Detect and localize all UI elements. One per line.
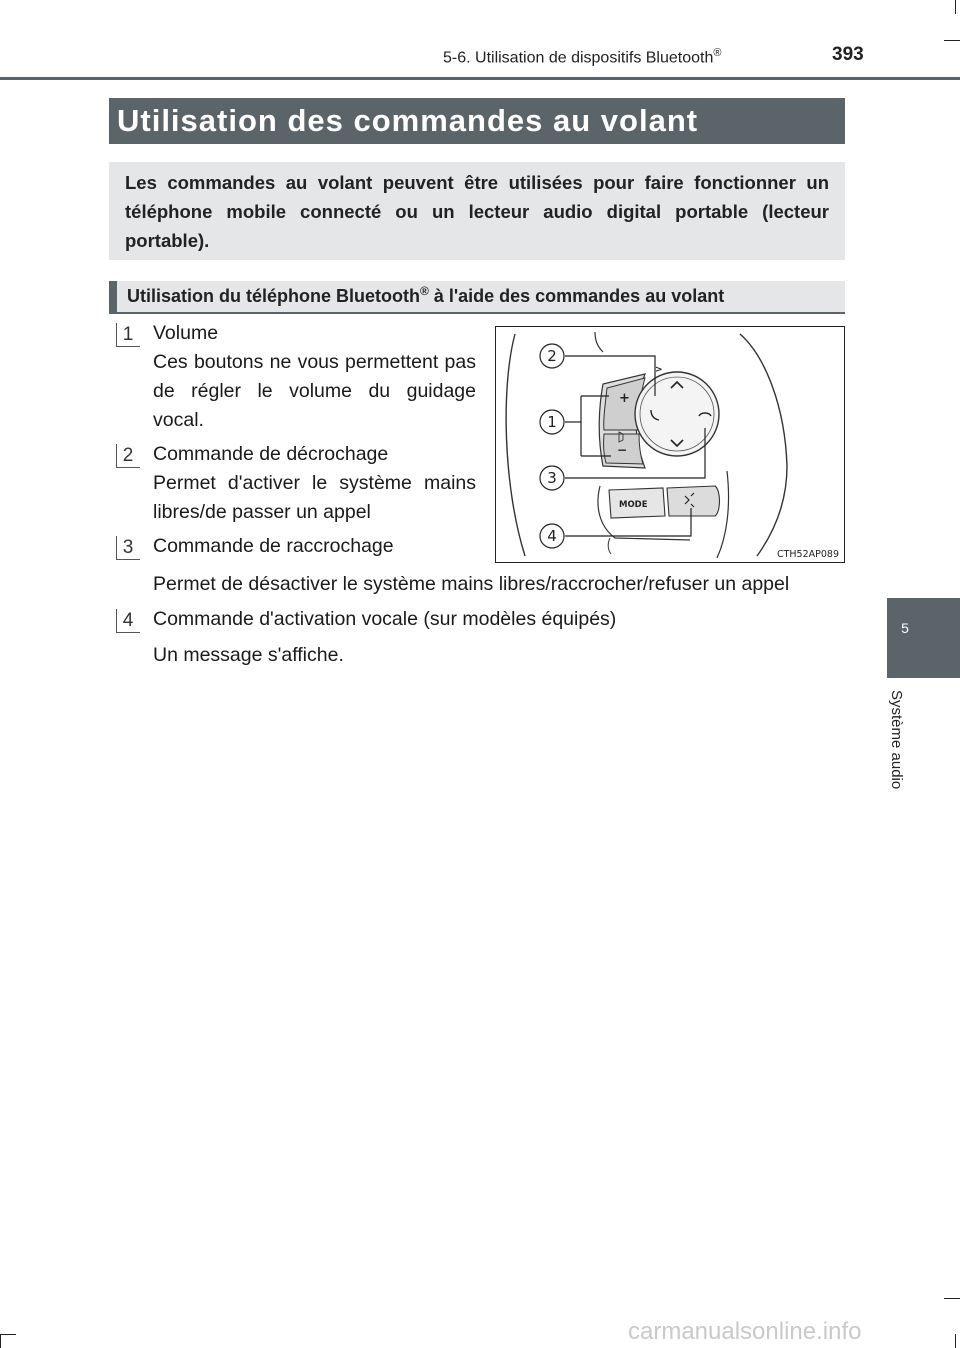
header-rule <box>0 77 960 80</box>
intro-text: Les commandes au volant peuvent être utilisées pour faire fonctionner un téléphone mobile connecté ou un lecteur audio digital portable (lecteur portable). <box>125 172 829 251</box>
callout-1: 1 <box>547 413 557 431</box>
svg-text:−: − <box>617 443 628 457</box>
chapter-number: 5 <box>901 620 909 636</box>
running-header <box>443 47 721 67</box>
crop-mark <box>955 1334 956 1348</box>
item-desc-pickup: Permet d'activer le système mains libres/de passer un appel <box>153 472 476 523</box>
subheading-text-end: à l'aide des commandes au volant <box>428 286 725 306</box>
mode-button-label: MODE <box>619 500 648 510</box>
callout-3: 3 <box>547 469 557 487</box>
page-title: Utilisation des commandes au volant <box>117 103 699 138</box>
subheading-title <box>127 284 724 307</box>
chapter-label-text: Système audio <box>888 690 905 790</box>
item-number-2: 2 <box>116 444 140 468</box>
svg-text:>: > <box>655 365 663 375</box>
page-number: 393 <box>832 44 864 65</box>
crop-mark <box>0 1334 1 1348</box>
header-section-text: 5-6. Utilisation de dispositifs Bluetooth <box>443 49 714 67</box>
steering-wheel-switch-illustration <box>495 326 845 563</box>
callout-4: 4 <box>547 527 557 545</box>
crop-mark <box>0 1334 16 1335</box>
item-title-pickup: Commande de décrochage <box>153 443 389 465</box>
subheading-text: Utilisation du téléphone Bluetooth <box>127 286 420 306</box>
svg-text:+: + <box>619 391 630 406</box>
crop-mark <box>944 40 960 41</box>
subheading-accent <box>109 281 117 314</box>
title-bar <box>109 98 845 144</box>
watermark: carmanualsonline.info <box>628 1318 862 1345</box>
callout-2: 2 <box>547 347 557 365</box>
intro-box <box>109 162 845 260</box>
item-number-4: 4 <box>116 609 140 633</box>
item-desc-hangup: Permet de désactiver le système mains libres/raccrocher/refuser un appel <box>153 573 790 595</box>
crop-mark <box>944 1298 960 1299</box>
chapter-label <box>888 690 917 810</box>
item-desc-volume: Ces boutons ne vous permettent pas de régler le volume du guidage vocal. <box>153 351 476 431</box>
registered-mark: ® <box>713 47 722 59</box>
registered-mark: ® <box>419 284 429 298</box>
item-title-hangup: Commande de raccrochage <box>153 535 394 557</box>
figure-code: CTH52AP089 <box>776 549 839 560</box>
item-title-voice: Commande d'activation vocale (sur modèles équipés) <box>153 608 617 630</box>
item-number-1: 1 <box>116 323 140 347</box>
item-desc-voice: Un message s'affiche. <box>153 644 344 666</box>
chapter-tab <box>887 598 960 678</box>
subheading-bar <box>109 281 845 314</box>
crop-mark <box>955 0 956 14</box>
item-number-3: 3 <box>116 536 140 560</box>
item-title-volume: Volume <box>153 322 219 344</box>
